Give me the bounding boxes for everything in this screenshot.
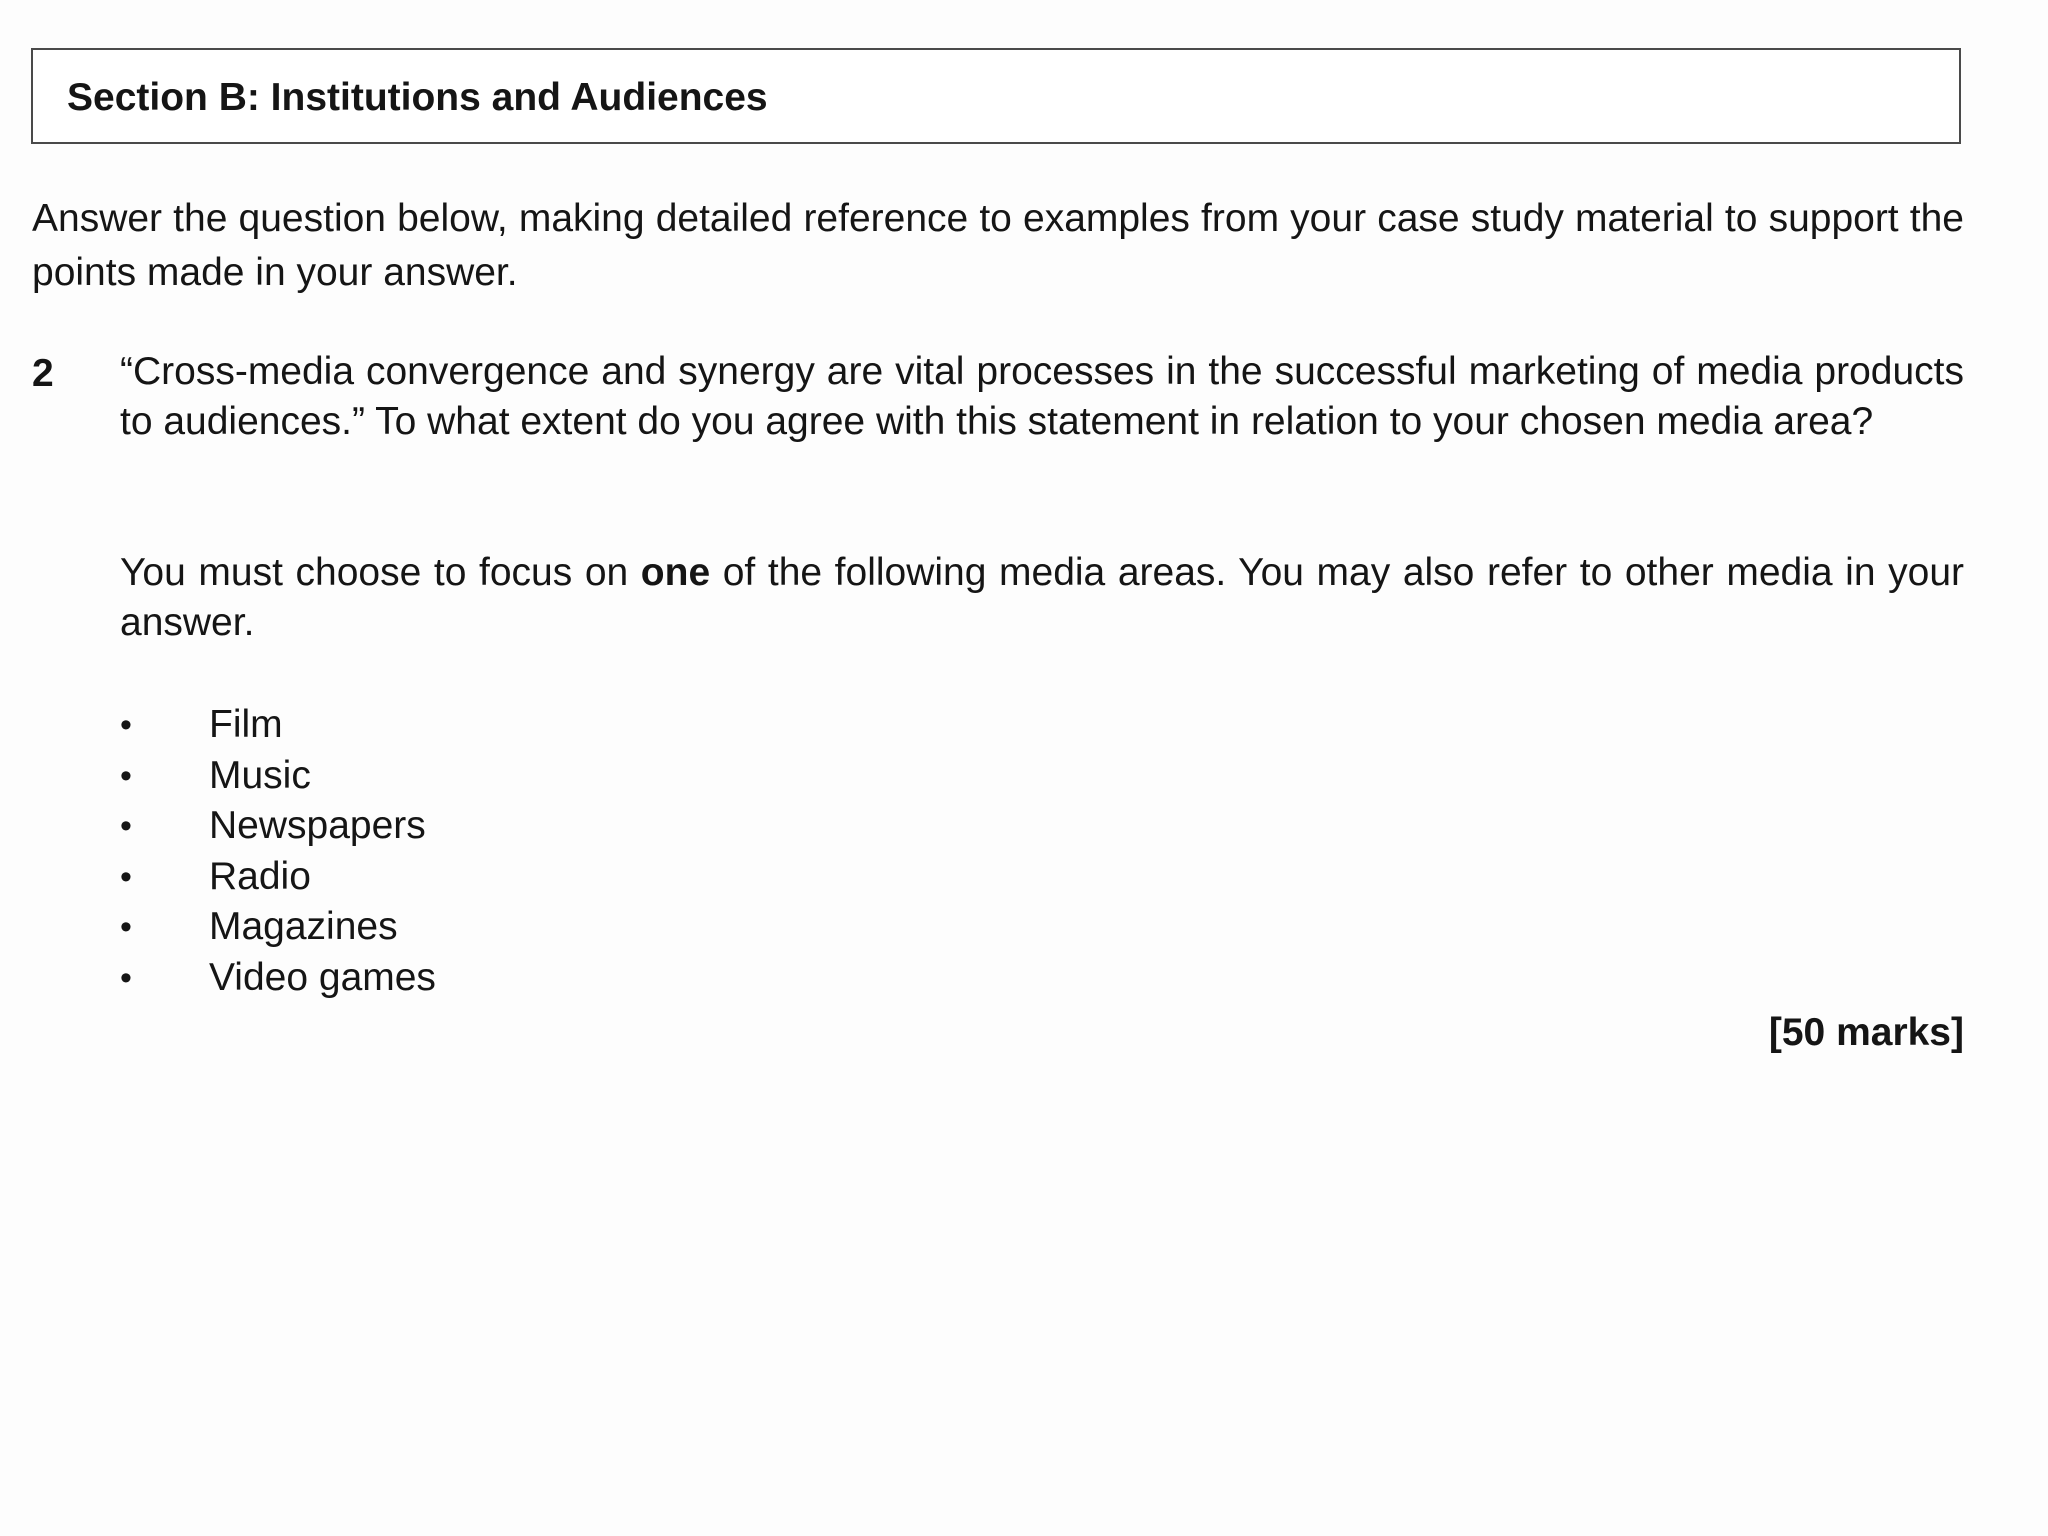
bullet-icon: • — [120, 706, 132, 744]
media-area-label: Video games — [209, 955, 436, 999]
section-header-box — [31, 48, 1961, 144]
question-number: 2 — [32, 352, 54, 395]
question-note-after: of the following media areas. You may also refer to other media in your answer. — [120, 551, 1965, 644]
bullet-icon: • — [120, 857, 132, 896]
question-note-emphasis: one — [640, 551, 711, 594]
question-note — [120, 548, 1964, 648]
media-area-label: Film — [209, 703, 283, 746]
bullet-icon: • — [120, 807, 132, 846]
instructions-text: Answer the question below, making detailed reference to examples from your case study material to support the points made in your answer. — [32, 197, 1964, 294]
bullet-icon: • — [120, 756, 132, 795]
question-note-before: You must choose to focus on — [120, 551, 641, 594]
question-text: “Cross-media convergence and synergy are vital processes in the successful marketing of media products to audiences.” To what extent do you agree with this statement in relation to your chosen media area? — [120, 350, 1964, 443]
media-area-label: Music — [209, 753, 311, 797]
media-area-label: Magazines — [209, 905, 398, 949]
media-area-label: Radio — [209, 854, 311, 898]
bullet-icon: • — [120, 958, 132, 997]
section-title: Section B: Institutions and Audiences — [67, 76, 768, 119]
media-area-label: Newspapers — [209, 804, 426, 848]
marks-label: [50 marks] — [1768, 1011, 1964, 1054]
bullet-icon: • — [120, 908, 132, 947]
